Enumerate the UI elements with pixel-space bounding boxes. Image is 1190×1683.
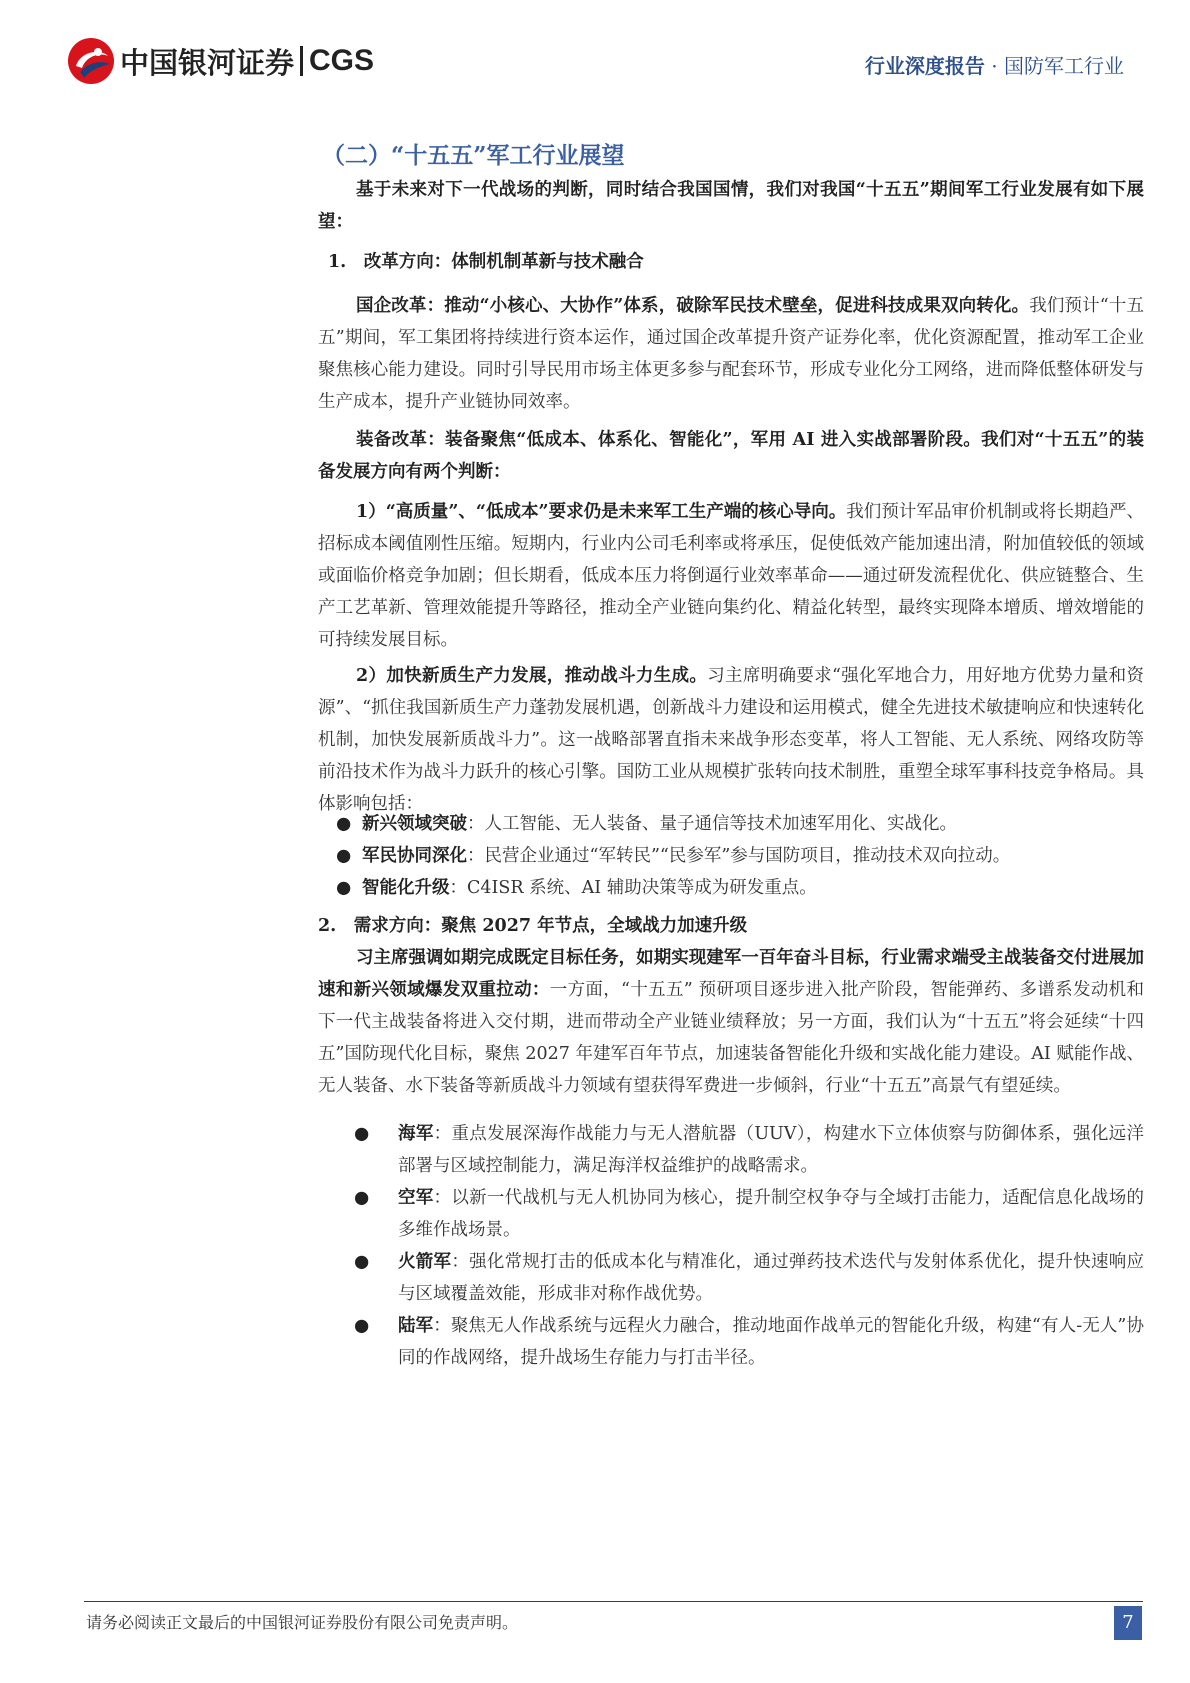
equip-reform-paragraph [318, 424, 1144, 488]
soe-reform-paragraph [318, 290, 1144, 418]
list-item [318, 1310, 1144, 1374]
judgment-1-lead: 1）“高质量”、“低成本”要求仍是未来军工生产端的核心导向。 [356, 502, 847, 522]
list-item [318, 1246, 1144, 1310]
bullet-icon: ● [336, 878, 352, 898]
heading-1-wrap [318, 246, 1144, 278]
heading-reform-direction: 1. 改革方向：体制机制革新与技术融合 [328, 252, 644, 272]
judgment-2-body: 习主席明确要求“强化军地合力，用好地方优势力量和资源”、“抓住我国新质生产力蓬勃发展机遇，创新战斗力建设和运用模式，健全先进技术敏捷响应和快速转化机制，加快发展新质战斗力”。这一战略部署直指未来战争形态变革，将人工智能、无人系统、网络攻防等前沿技术作为战斗力跃升的核心引擎。国防工业从规模扩张转向技术制胜，重塑全球军事科技竞争格局。具体影响包括： [318, 666, 1144, 814]
bullet-label: 海军 [398, 1124, 434, 1144]
list-item [318, 808, 1144, 840]
list-item [318, 840, 1144, 872]
bullet-icon: ● [336, 814, 352, 834]
logo-text-cn: 中国银河证券 [120, 45, 295, 80]
judgment-1-paragraph [318, 496, 1144, 656]
bullet-label: 军民协同深化 [362, 846, 467, 866]
bullet-icon: ● [354, 1188, 370, 1208]
bullet-label: 智能化升级 [362, 878, 450, 898]
judgment-1-body: 我们预计军品审价机制或将长期趋严、招标成本阈值刚性压缩。短期内，行业内公司毛利率或将承压，促使低效产能加速出清，附加值较低的领域或面临价格竞争加剧；但长期看，低成本压力将倒逼行业效率革命——通过研发流程优化、供应链整合、生产工艺革新、管理效能提升等路径，推动全产业链向集约化、精益化转型，最终实现降本增质、增效增能的可持续发展目标。 [318, 502, 1144, 650]
bullet-text: ：以新一代战机与无人机协同为核心，提升制空权争夺与全域打击能力，适配信息化战场的多维作战场景。 [398, 1188, 1145, 1240]
bullet-label: 空军 [398, 1188, 434, 1208]
bullet-label: 新兴领域突破 [362, 814, 467, 834]
list-item [318, 1182, 1144, 1246]
footer-divider [84, 1601, 1143, 1602]
page-number: 7 [1114, 1606, 1142, 1640]
list-item [318, 872, 1144, 904]
soe-reform-lead: 国企改革：推动“小核心、大协作”体系，破除军民技术壁垒，促进科技成果双向转化。 [356, 296, 1030, 316]
bullet-icon: ● [354, 1124, 370, 1144]
report-category [865, 50, 1124, 79]
bullet-label: 火箭军 [398, 1252, 452, 1272]
bullet-icon: ● [354, 1252, 370, 1272]
footer-disclaimer: 请务必阅读正文最后的中国银河证券股份有限公司免责声明。 [86, 1613, 519, 1632]
logo-text-en: CGS [309, 44, 375, 77]
list-item [318, 1118, 1144, 1182]
bullet-icon: ● [354, 1316, 370, 1336]
demand-body: 一方面，“十五五” 预研项目逐步进入批产阶段，智能弹药、多谱系发动机和下一代主战装备将进入交付期，进而带动全产业链业绩释放；另一方面，我们认为“十五五”将会延续“十四五”国防现代化目标，聚焦 2027 年建军百年节点，加速装备智能化升级和实战化能力建设。AI 赋能作战、无人装备、水下装备等新质战斗力领域有望获得军费进一步倾斜，行业“十五五”高景气有望延续。 [318, 980, 1144, 1096]
equip-reform-lead: 装备改革：装备聚焦“低成本、体系化、智能化”，军用 AI 进入实战部署阶段。我们对“十五五”的装备发展方向有两个判断： [318, 430, 1144, 482]
demand-paragraph [318, 942, 1144, 1102]
demand-lead: 习主席强调如期完成既定目标任务，如期实现建军一百年奋斗目标，行业需求端受主战装备交付进展加速和新兴领域爆发双重拉动： [318, 948, 1144, 1000]
heading-2-wrap [318, 910, 1144, 942]
cgs-logo-icon [66, 36, 116, 86]
bullet-text: ：聚焦无人作战系统与远程火力融合，推动地面作战单元的智能化升级，构建“有人-无人”协同的作战网络，提升战场生存能力与打击半径。 [398, 1316, 1144, 1368]
section-title: （二）“十五五”军工行业展望 [322, 142, 625, 169]
soe-reform-body: 我们预计“十五五”期间，军工集团将持续进行资本运作，通过国企改革提升资产证券化率，优化资源配置，推动军工企业聚焦核心能力建设。同时引导民用市场主体更多参与配套环节，形成专业化分工网络，进而降低整体研发与生产成本，提升产业链协同效率。 [318, 296, 1144, 412]
header-separator: · [991, 54, 998, 78]
page-header [0, 0, 1190, 110]
judgment-2-paragraph [318, 660, 1144, 820]
bullet-label: 陆军 [398, 1316, 434, 1336]
industry-name: 国防军工行业 [1004, 54, 1124, 78]
intro-paragraph: 基于未来对下一代战场的判断，同时结合我国国情，我们对我国“十五五”期间军工行业发展有如下展望： [318, 180, 1144, 232]
logo-divider [300, 46, 303, 76]
bullet-list-impacts [318, 808, 1144, 904]
bullet-list-services [318, 1118, 1144, 1374]
main-content [318, 174, 1144, 238]
heading-demand-direction: 2. 需求方向：聚焦 2027 年节点，全域战力加速升级 [318, 916, 748, 936]
bullet-icon: ● [336, 846, 352, 866]
bullet-text: ：民营企业通过“军转民”“民参军”参与国防项目，推动技术双向拉动。 [467, 846, 1011, 866]
report-type: 行业深度报告 [864, 54, 985, 78]
bullet-text: ：C4ISR 系统、AI 辅助决策等成为研发重点。 [449, 878, 817, 898]
bullet-text: ：人工智能、无人装备、量子通信等技术加速军用化、实战化。 [467, 814, 957, 834]
bullet-text: ：强化常规打击的低成本化与精准化，通过弹药技术迭代与发射体系优化，提升快速响应与区域覆盖效能，形成非对称作战优势。 [398, 1252, 1145, 1304]
logo [66, 36, 374, 86]
judgment-2-lead: 2）加快新质生产力发展，推动战斗力生成。 [356, 666, 708, 686]
bullet-text: ：重点发展深海作战能力与无人潜航器（UUV），构建水下立体侦察与防御体系，强化远洋部署与区域控制能力，满足海洋权益维护的战略需求。 [398, 1124, 1145, 1176]
